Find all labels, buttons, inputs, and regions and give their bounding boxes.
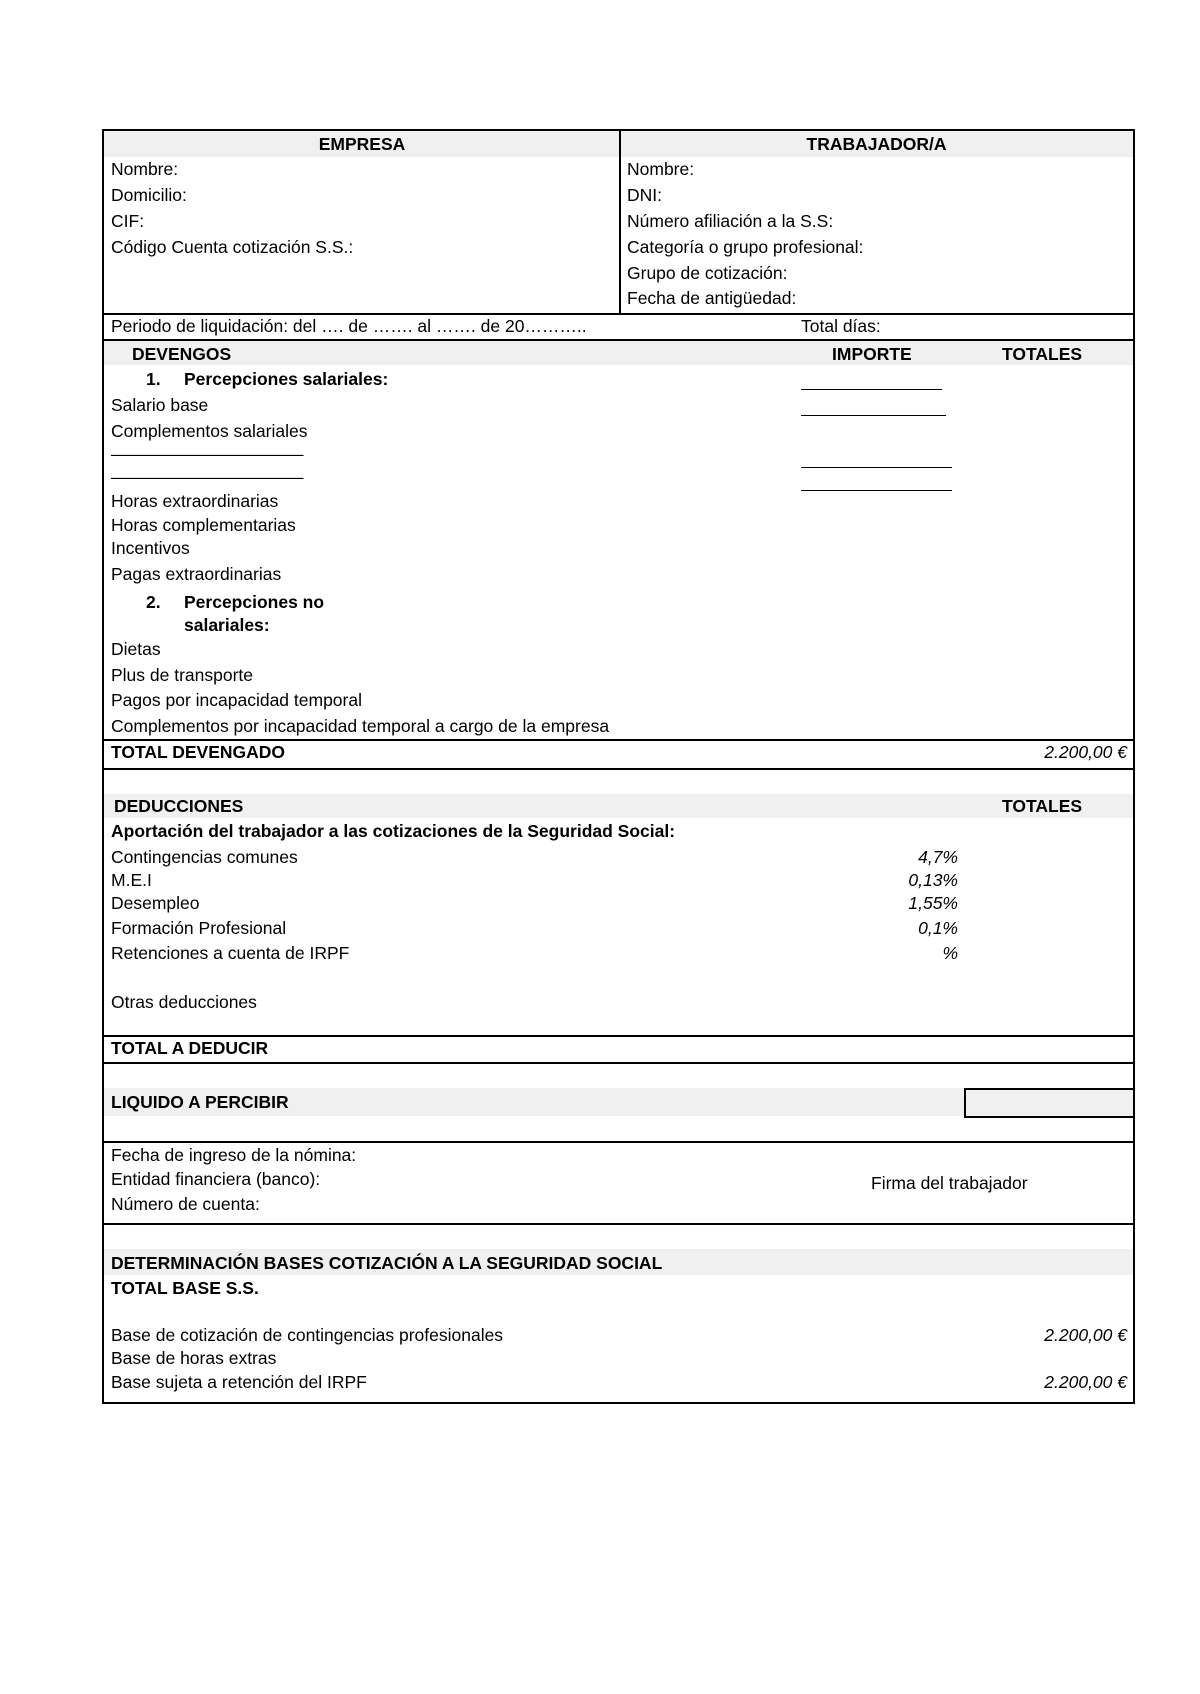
formacion-profesional-pct: 0,1%	[918, 918, 958, 938]
contingencias-comunes-pct: 4,7%	[918, 847, 958, 867]
devengos-heading: DEVENGOS	[132, 344, 232, 364]
empresa-nombre: Nombre:	[111, 159, 179, 179]
sec1-number: 1.	[146, 369, 161, 389]
desempleo: Desempleo	[111, 893, 200, 913]
incentivos: Incentivos	[111, 538, 190, 558]
rule-before-total-devengado	[104, 739, 1133, 741]
empresa-heading: EMPRESA	[318, 134, 406, 154]
base-horas-extras: Base de horas extras	[111, 1348, 277, 1368]
rule-before-pago	[104, 1141, 1133, 1143]
formacion-profesional: Formación Profesional	[111, 918, 287, 938]
pagas-extraordinarias: Pagas extraordinarias	[111, 564, 282, 584]
trabajador-heading: TRABAJADOR/A	[806, 134, 947, 154]
rule-after-total-devengado	[104, 768, 1133, 770]
numero-cuenta: Número de cuenta:	[111, 1194, 260, 1214]
empresa-cif: CIF:	[111, 211, 145, 231]
deducciones-heading: DEDUCCIONES	[114, 796, 244, 816]
sec1-title: Percepciones salariales:	[184, 369, 389, 389]
importe-line-3	[801, 467, 952, 468]
rule-after-total-deducir	[104, 1062, 1133, 1064]
aportacion-heading: Aportación del trabajador a las cotizaciones de la Seguridad Social:	[111, 821, 676, 841]
base-irpf-value: 2.200,00 €	[1044, 1372, 1127, 1392]
complementos-salariales: Complementos salariales	[111, 421, 308, 441]
trabajador-grupo: Grupo de cotización:	[627, 263, 788, 283]
entidad-financiera: Entidad financiera (banco):	[111, 1169, 321, 1189]
desempleo-pct: 1,55%	[908, 893, 958, 913]
retenciones-irpf: Retenciones a cuenta de IRPF	[111, 943, 350, 963]
total-devengado-value: 2.200,00 €	[1044, 742, 1127, 762]
trabajador-categoria: Categoría o grupo profesional:	[627, 237, 864, 257]
complementos-incapacidad: Complementos por incapacidad temporal a cargo de la empresa	[111, 716, 610, 736]
sec2-title-line2: salariales:	[184, 615, 270, 635]
rule-before-bases	[104, 1223, 1133, 1225]
liquido-value-box	[964, 1088, 1135, 1118]
payslip-form	[102, 129, 1135, 1404]
dietas: Dietas	[111, 639, 161, 659]
horas-complementarias: Horas complementarias	[111, 515, 296, 535]
firma-trabajador: Firma del trabajador	[871, 1173, 1028, 1193]
header-divider	[619, 131, 621, 315]
devengos-totales-heading: TOTALES	[1002, 344, 1083, 364]
blank-line-1: ———————————	[111, 444, 304, 464]
total-dias: Total días:	[801, 316, 881, 336]
base-contingencias-profesionales: Base de cotización de contingencias profesionales	[111, 1325, 504, 1345]
trabajador-antiguedad: Fecha de antigüedad:	[627, 288, 797, 308]
otras-deducciones: Otras deducciones	[111, 992, 257, 1012]
fecha-ingreso: Fecha de ingreso de la nómina:	[111, 1145, 357, 1165]
base-contingencias-profesionales-value: 2.200,00 €	[1044, 1325, 1127, 1345]
deducciones-band	[104, 794, 1133, 818]
periodo-liquidacion: Periodo de liquidación: del …. de ……. al ……. de 20………..	[111, 316, 587, 336]
plus-transporte: Plus de transporte	[111, 665, 254, 685]
empresa-domicilio: Domicilio:	[111, 185, 187, 205]
importe-line-2	[801, 415, 946, 416]
mei-pct: 0,13%	[908, 870, 958, 890]
total-deducir-label: TOTAL A DEDUCIR	[111, 1038, 269, 1058]
rule-before-total-deducir	[104, 1035, 1133, 1037]
total-base-ss: TOTAL BASE S.S.	[111, 1278, 259, 1298]
importe-line-4	[801, 490, 952, 491]
sec2-number: 2.	[146, 592, 161, 612]
empresa-ccc: Código Cuenta cotización S.S.:	[111, 237, 354, 257]
trabajador-nombre: Nombre:	[627, 159, 695, 179]
rule-after-header	[104, 313, 1133, 315]
importe-line-1	[801, 389, 942, 390]
trabajador-dni: DNI:	[627, 185, 662, 205]
deducciones-totales-heading: TOTALES	[1002, 796, 1083, 816]
trabajador-afiliacion: Número afiliación a la S.S:	[627, 211, 834, 231]
total-devengado-label: TOTAL DEVENGADO	[111, 742, 286, 762]
contingencias-comunes: Contingencias comunes	[111, 847, 298, 867]
devengos-band	[104, 341, 1133, 365]
blank-line-2: ———————————	[111, 467, 304, 487]
importe-heading: IMPORTE	[832, 344, 912, 364]
horas-extraordinarias: Horas extraordinarias	[111, 491, 279, 511]
sec2-title-line1: Percepciones no	[184, 592, 325, 612]
bases-heading: DETERMINACIÓN BASES COTIZACIÓN A LA SEGURIDAD SOCIAL	[111, 1253, 663, 1273]
pagos-incapacidad: Pagos por incapacidad temporal	[111, 690, 362, 710]
mei: M.E.I	[111, 870, 152, 890]
salario-base: Salario base	[111, 395, 209, 415]
retenciones-irpf-pct: %	[942, 943, 958, 963]
liquido-label: LIQUIDO A PERCIBIR	[111, 1092, 289, 1112]
base-irpf: Base sujeta a retención del IRPF	[111, 1372, 367, 1392]
